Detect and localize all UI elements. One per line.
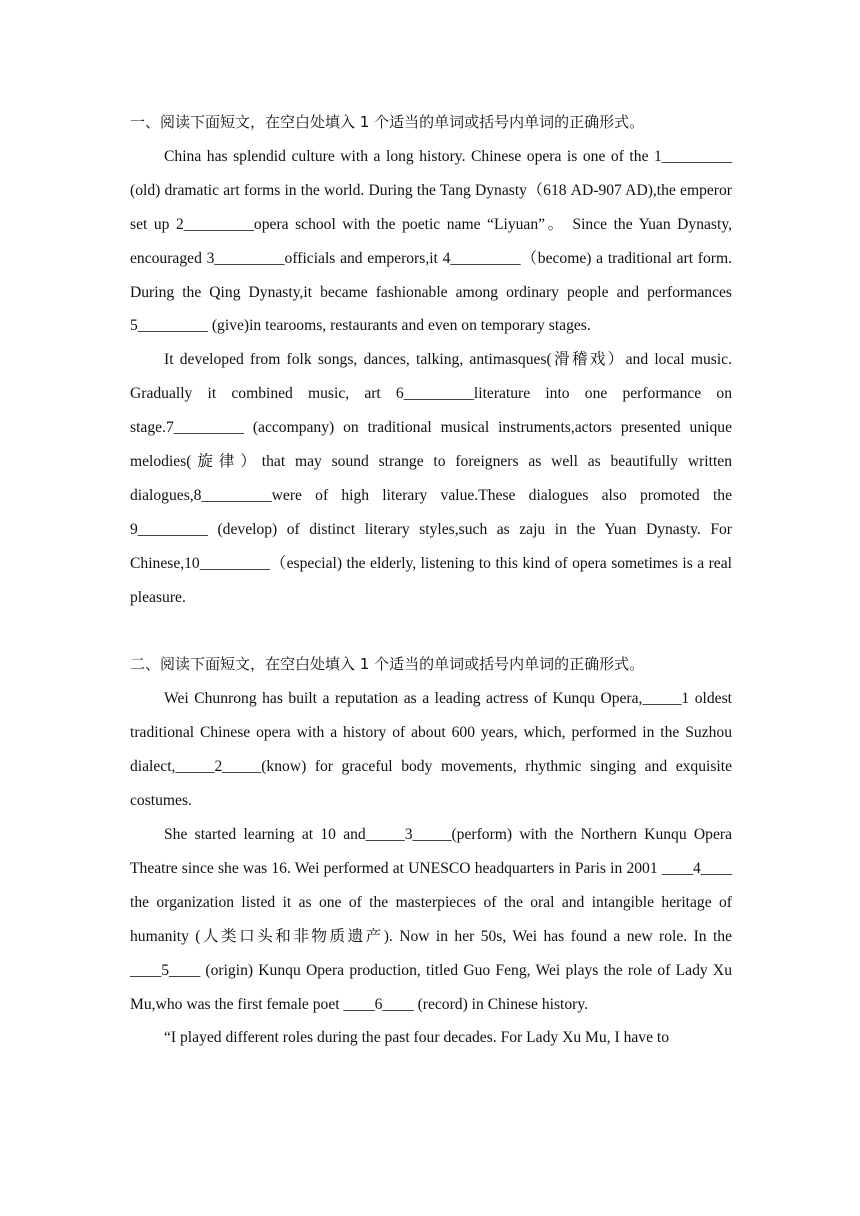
document-body <box>130 106 732 1055</box>
section-spacer <box>130 615 732 649</box>
section2-paragraph-2: She started learning at 10 and_____3_____(perform) with the Northern Kunqu Opera Theatre since she was 16. Wei performed at UNESCO headquarters in Paris in 2001 ____4____ the organization listed it as one of the masterpieces of the oral and intangible heritage of humanity (人类口头和非物质遗产). Now in her 50s, Wei has found a new role. In the ____5____ (origin) Kunqu Opera production, titled Guo Feng, Wei plays the role of Lady Xu Mu,who was the first female poet ____6____ (record) in Chinese history. <box>130 826 732 1013</box>
section2-paragraph-1: Wei Chunrong has built a reputation as a leading actress of Kunqu Opera,_____1 oldest traditional Chinese opera with a history of about 600 years, which, performed in the Suzhou dialect,_____2_____(know) for graceful body movements, rhythmic singing and exquisite costumes. <box>130 690 732 810</box>
section1-paragraph-2: It developed from folk songs, dances, talking, antimasques(滑稽戏）and local music. Gradually it combined music, art 6_________literature into one performance on stage.7_________ (accompany) on traditional musical instruments,actors presented unique melodies(旋律）that may sound strange to foreigners as well as beautifully written dialogues,8_________were of high literary value.These dialogues also promoted the 9_________ (develop) of distinct literary styles,such as zaju in the Yuan Dynasty. For Chinese,10_________（especial) the elderly, listening to this kind of opera sometimes is a real pleasure. <box>130 351 732 606</box>
section1-heading: 一、阅读下面短文，在空白处填入 1 个适当的单词或括号内单词的正确形式。 <box>130 113 645 131</box>
section1-paragraph-1: China has splendid culture with a long history. Chinese opera is one of the 1_________ (old) dramatic art forms in the world. During the Tang Dynasty（618 AD-907 AD),the emperor set up 2_________opera school with the poetic name “Liyuan”。 Since the Yuan Dynasty, encouraged 3_________officials and emperors,it 4_________（become) a traditional art form. During the Qing Dynasty,it became fashionable among ordinary people and performances 5_________ (give)in tearooms, restaurants and even on temporary stages. <box>130 147 732 335</box>
section2-paragraph-3: “I played different roles during the past four decades. For Lady Xu Mu, I have to <box>164 1029 670 1047</box>
section2-heading: 二、阅读下面短文，在空白处填入 1 个适当的单词或括号内单词的正确形式。 <box>130 655 645 674</box>
